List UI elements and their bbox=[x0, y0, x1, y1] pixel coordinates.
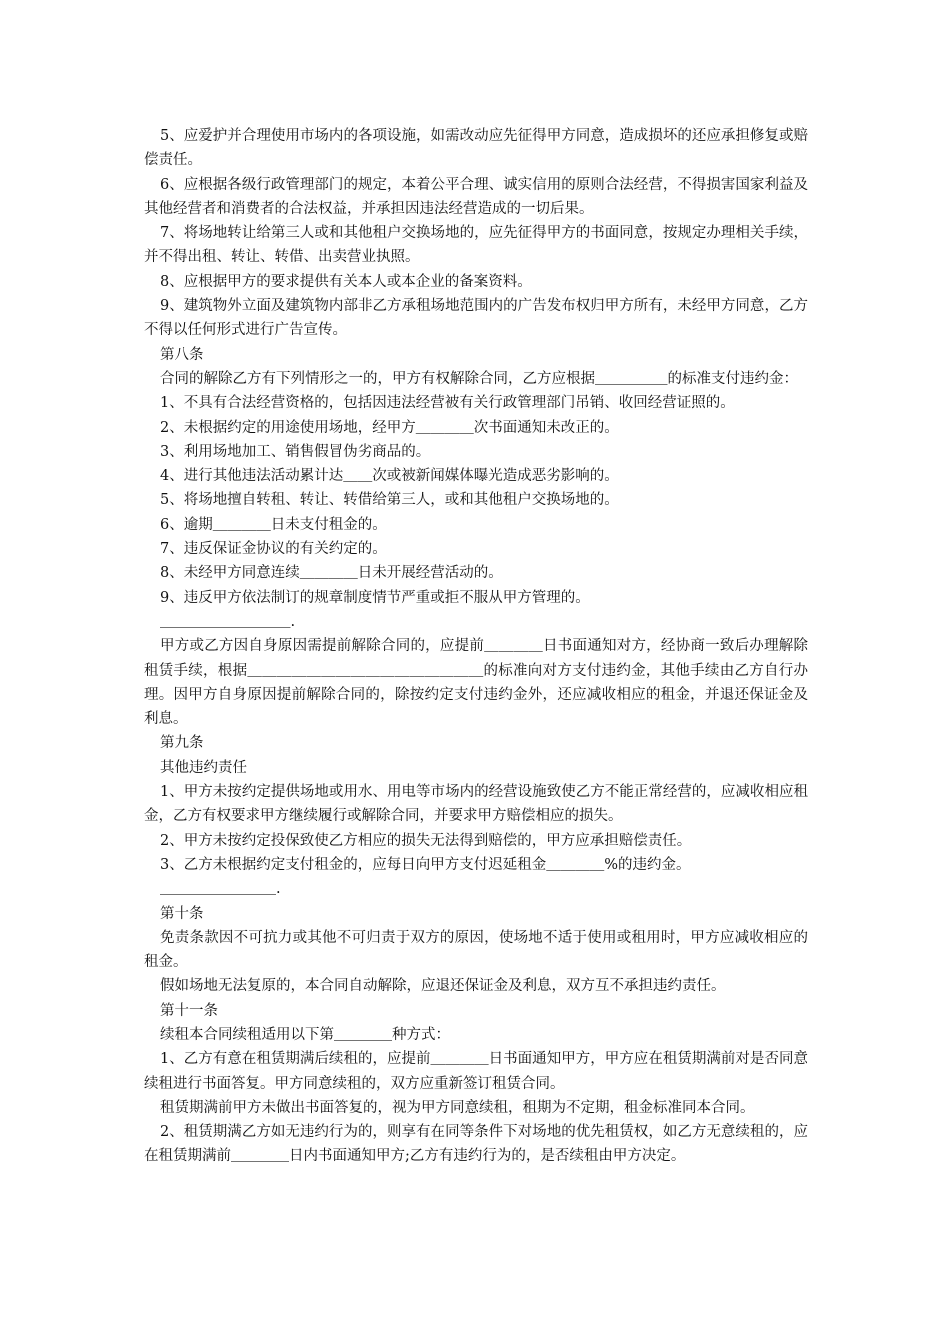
paragraph-exemption: 免责条款因不可抗力或其他不可归责于双方的原因，使场地不适于使用或租用时，甲方应减收相应的租金。 bbox=[144, 929, 808, 971]
list-item-termination-7: 7、违反保证金协议的有关约定的。 bbox=[160, 541, 387, 558]
section-heading-8: 第八条 bbox=[160, 346, 204, 363]
list-item-termination-6: 6、逾期＿＿＿＿日未支付租金的。 bbox=[160, 516, 387, 533]
paragraph-termination-intro: 合同的解除乙方有下列情形之一的，甲方有权解除合同，乙方应根据＿＿＿＿＿的标准支付违约金： bbox=[160, 370, 798, 387]
paragraph-clause-7: 7、将场地转让给第三人或和其他租户交换场地的，应先征得甲方的书面同意，按规定办理相关手续，并不得出租、转让、转借、出卖营业执照。 bbox=[144, 225, 808, 266]
paragraph-clause-6: 6、应根据各级行政管理部门的规定，本着公平合理、诚实信用的原则合法经营，不得损害国家利益及其他经营者和消费者的合法权益，并承担因违法经营造成的一切后果。 bbox=[144, 176, 808, 217]
section-heading-9: 第九条 bbox=[160, 735, 204, 752]
list-item-termination-1: 1、不具有合法经营资格的，包括因违法经营被有关行政管理部门吊销、收回经营证照的。 bbox=[160, 395, 735, 412]
list-item-termination-2: 2、未根据约定的用途使用场地，经甲方＿＿＿＿次书面通知未改正的。 bbox=[160, 419, 619, 436]
paragraph-auto-termination: 假如场地无法复原的，本合同自动解除，应退还保证金及利息，双方互不承担违约责任。 bbox=[160, 978, 726, 995]
section-heading-10: 第十条 bbox=[160, 905, 204, 922]
list-item-termination-5: 5、将场地擅自转租、转让、转借给第三人，或和其他租户交换场地的。 bbox=[160, 492, 619, 509]
paragraph-renewal-intro: 续租本合同续租适用以下第＿＿＿＿种方式： bbox=[160, 1026, 450, 1043]
list-item-renewal-1: 1、乙方有意在租赁期满后续租的，应提前＿＿＿＿日书面通知甲方，甲方应在租赁期满前对是否同意续租进行书面答复。甲方同意续租的，双方应重新签订租赁合同。 bbox=[144, 1051, 808, 1092]
document-body bbox=[144, 124, 808, 1169]
list-item-liability-1: 1、甲方未按约定提供场地或用水、用电等市场内的经营设施致使乙方不能正常经营的，应减收相应租金，乙方有权要求甲方继续履行或解除合同，并要求甲方赔偿相应的损失。 bbox=[144, 784, 808, 825]
list-item-liability-2: 2、甲方未按约定投保致使乙方相应的损失无法得到赔偿的，甲方应承担赔偿责任。 bbox=[160, 832, 692, 849]
blank-line-1: ＿＿＿＿＿＿＿＿＿. bbox=[160, 613, 296, 630]
section-heading-11: 第十一条 bbox=[160, 1002, 218, 1019]
list-item-liability-3: 3、乙方未根据约定支付租金的，应每日向甲方支付迟延租金＿＿＿＿%的违约金。 bbox=[160, 856, 691, 873]
paragraph-clause-5: 5、应爱护并合理使用市场内的各项设施，如需改动应先征得甲方同意，造成损坏的还应承担修复或赔偿责任。 bbox=[144, 128, 808, 169]
list-item-termination-9: 9、违反甲方依法制订的规章制度情节严重或拒不服从甲方管理的。 bbox=[160, 589, 590, 606]
blank-line-2: ＿＿＿＿＿＿＿＿. bbox=[160, 881, 281, 898]
paragraph-clause-8: 8、应根据甲方的要求提供有关本人或本企业的备案资料。 bbox=[160, 273, 532, 290]
list-item-renewal-2: 2、租赁期满乙方如无违约行为的，则享有在同等条件下对场地的优先租赁权，如乙方无意续租的，应在租赁期满前＿＿＿＿日内书面通知甲方;乙方有违约行为的，是否续租由甲方决定。 bbox=[144, 1124, 808, 1165]
list-item-termination-3: 3、利用场地加工、销售假冒伪劣商品的。 bbox=[160, 443, 431, 460]
section-subtitle-9: 其他违约责任 bbox=[160, 759, 247, 776]
paragraph-early-termination: 甲方或乙方因自身原因需提前解除合同的，应提前＿＿＿＿日书面通知对方，经协商一致后办理解除租赁手续，根据＿＿＿＿＿＿＿＿＿＿＿＿＿＿＿＿的标准向对方支付违约金，其他手续由乙方自行办理。因甲方自身原因提前解除合同的，除按约定支付违约金外，还应减收相应的租金，并退还保证金及利息。 bbox=[144, 638, 808, 728]
list-item-termination-4: 4、进行其他违法活动累计达＿＿次或被新闻媒体曝光造成恶劣影响的。 bbox=[160, 468, 619, 485]
paragraph-clause-9: 9、建筑物外立面及建筑物内部非乙方承租场地范围内的广告发布权归甲方所有，未经甲方同意，乙方不得以任何形式进行广告宣传。 bbox=[144, 298, 808, 339]
list-item-termination-8: 8、未经甲方同意连续＿＿＿＿日未开展经营活动的。 bbox=[160, 565, 503, 582]
paragraph-renewal-default: 租赁期满前甲方未做出书面答复的，视为甲方同意续租，租期为不定期，租金标准同本合同。 bbox=[160, 1099, 755, 1116]
